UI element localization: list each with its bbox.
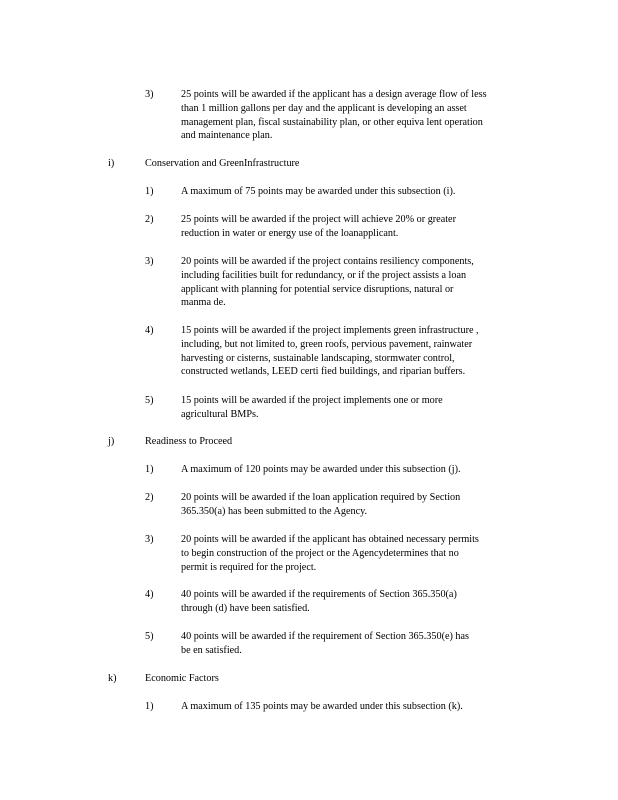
section-title: Readiness to Proceed	[145, 436, 233, 447]
item-text: 15 points will be awarded if the project implements one or more agricultural BMPs.	[181, 395, 443, 420]
item-number: 4)	[145, 325, 154, 336]
section-title: Conservation and GreenInfrastructure	[145, 158, 300, 169]
item-text: 20 points will be awarded if the project contains resiliency components, including facilities built for redundancy, or if the project assists a loan applicant with planning for potential service disruptions, natural or manma de.	[181, 256, 474, 309]
item-number: 3)	[145, 534, 154, 545]
item-number: 2)	[145, 492, 154, 503]
item-number: 5)	[145, 395, 154, 406]
item-text: A maximum of 135 points may be awarded under this subsection (k).	[181, 701, 463, 712]
item-text: A maximum of 120 points may be awarded under this subsection (j).	[181, 464, 461, 475]
item-number: 1)	[145, 464, 154, 475]
item-number: 5)	[145, 631, 154, 642]
item-text: 40 points will be awarded if the requirement of Section 365.350(e) has be en satisfied.	[181, 631, 470, 656]
item-text: 20 points will be awarded if the loan application required by Section 365.350(a) has been submitted to the Agency.	[181, 492, 461, 517]
item-text: A maximum of 75 points may be awarded under this subsection (i).	[181, 186, 456, 197]
item-number: 3)	[145, 256, 154, 267]
item-number: 1)	[145, 186, 154, 197]
item-number: 4)	[145, 589, 154, 600]
section-letter: i)	[108, 158, 115, 169]
item-text: 40 points will be awarded if the requirements of Section 365.350(a) through (d) have been satisfied.	[181, 589, 457, 614]
section-letter: k)	[108, 673, 117, 684]
section-title: Economic Factors	[145, 673, 219, 684]
item-number: 3)	[145, 89, 154, 100]
item-text: 20 points will be awarded if the applicant has obtained necessary permits to begin construction of the project or the Agencydetermines that no permit is required for the project.	[181, 534, 479, 573]
section-letter: j)	[108, 436, 115, 447]
item-text: 25 points will be awarded if the project will achieve 20% or greater reduction in water or energy use of the loanapplicant.	[181, 214, 456, 239]
item-text: 15 points will be awarded if the project implements green infrastructure , including, but not limited to, green roofs, pervious pavement, rainwater harvesting or cisterns, sustainable landscaping, stormwater control, constructed wetlands, LEED certi fied buildings, and riparian buffers.	[181, 325, 479, 378]
item-number: 2)	[145, 214, 154, 225]
item-number: 1)	[145, 701, 154, 712]
item-text: 25 points will be awarded if the applicant has a design average flow of less than 1 million gallons per day and the applicant is developing an asset management plan, fiscal sustainability plan, or other equiva lent operation and maintenance plan.	[181, 89, 487, 142]
